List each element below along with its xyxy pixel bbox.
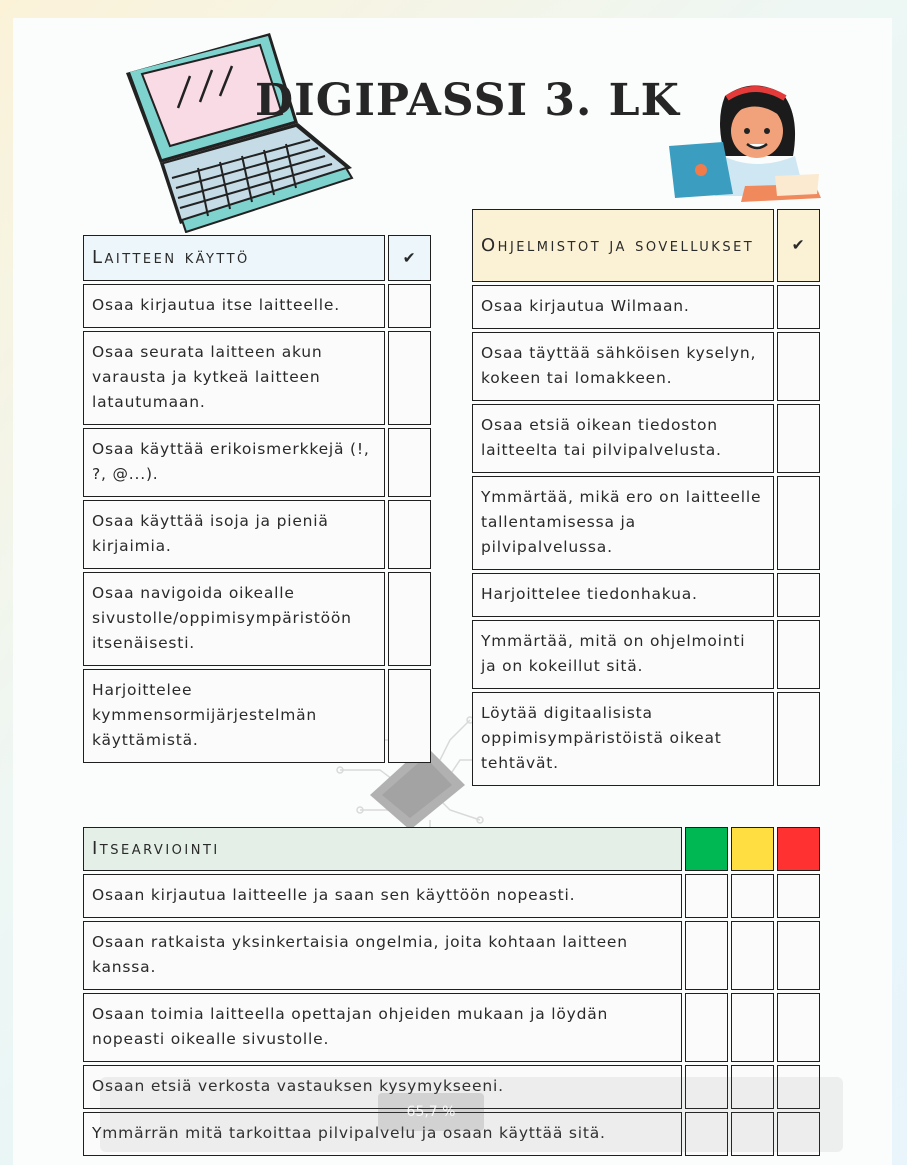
zoom-level-dropdown[interactable]: 65,7 %	[378, 1093, 484, 1131]
device-usage-table	[80, 232, 434, 766]
self-assessment-header: Itsearviointi	[83, 827, 682, 871]
table-row: Harjoittelee tiedonhakua.	[472, 573, 774, 617]
table-row: Löytää digitaalisista oppimisympäristöistä oikeat tehtävät.	[472, 692, 774, 786]
yellow-swatch	[731, 827, 774, 871]
yellow-checkbox[interactable]	[731, 993, 774, 1062]
software-table	[469, 206, 823, 789]
checkbox[interactable]	[777, 285, 820, 329]
checkbox[interactable]	[777, 476, 820, 570]
checkbox[interactable]	[777, 573, 820, 617]
check-mark-icon: ✔	[388, 235, 431, 281]
checkbox[interactable]	[388, 331, 431, 425]
laptop-illustration	[120, 28, 360, 233]
table-row: Osaa kirjautua itse laitteelle.	[83, 284, 385, 328]
green-swatch	[685, 827, 728, 871]
software-header: Ohjelmistot ja sovellukset	[472, 209, 774, 282]
checkbox[interactable]	[388, 428, 431, 497]
table-row: Osaan kirjautua laitteelle ja saan sen käyttöön nopeasti.	[83, 874, 682, 918]
table-row: Osaa täyttää sähköisen kyselyn, kokeen tai lomakkeen.	[472, 332, 774, 401]
table-row: Osaa käyttää erikoismerkkejä (!, ?, @...).	[83, 428, 385, 497]
checkbox[interactable]	[777, 692, 820, 786]
red-checkbox[interactable]	[777, 874, 820, 918]
checkbox[interactable]	[777, 404, 820, 473]
table-row: Osaa etsiä oikean tiedoston laitteelta tai pilvipalvelusta.	[472, 404, 774, 473]
table-row: Osaan etsiä verkosta vastauksen kysymykseeni.	[83, 1065, 682, 1109]
green-checkbox[interactable]	[685, 874, 728, 918]
device-usage-header: Laitteen käyttö	[83, 235, 385, 281]
table-row: Harjoittelee kymmensormijärjestelmän käyttämistä.	[83, 669, 385, 763]
red-checkbox[interactable]	[777, 921, 820, 990]
checkbox[interactable]	[388, 572, 431, 666]
checkbox[interactable]	[388, 669, 431, 763]
table-row: Osaa navigoida oikealle sivustolle/oppimisympäristöön itsenäisesti.	[83, 572, 385, 666]
green-checkbox[interactable]	[685, 921, 728, 990]
child-with-laptop-illustration	[665, 76, 825, 204]
checkbox[interactable]	[388, 284, 431, 328]
check-mark-icon: ✔	[777, 209, 820, 282]
table-row: Ymmärrän mitä tarkoittaa pilvipalvelu ja osaan käyttää sitä.	[83, 1112, 682, 1156]
red-checkbox[interactable]	[777, 993, 820, 1062]
yellow-checkbox[interactable]	[731, 921, 774, 990]
checkbox[interactable]	[388, 500, 431, 569]
green-checkbox[interactable]	[685, 993, 728, 1062]
table-row: Osaan ratkaista yksinkertaisia ongelmia, joita kohtaan laitteen kanssa.	[83, 921, 682, 990]
table-row: Osaa kirjautua Wilmaan.	[472, 285, 774, 329]
table-row: Osaa seurata laitteen akun varausta ja kytkeä laitteen latautumaan.	[83, 331, 385, 425]
table-row: Osaan toimia laitteella opettajan ohjeiden mukaan ja löydän nopeasti oikealle sivustolle.	[83, 993, 682, 1062]
page-title: DIGIPASSI 3. LK	[255, 75, 680, 126]
yellow-checkbox[interactable]	[731, 874, 774, 918]
table-row: Ymmärtää, mikä ero on laitteelle tallentamisessa ja pilvipalvelussa.	[472, 476, 774, 570]
red-swatch	[777, 827, 820, 871]
checkbox[interactable]	[777, 332, 820, 401]
table-row: Ymmärtää, mitä on ohjelmointi ja on kokeillut sitä.	[472, 620, 774, 689]
table-row: Osaa käyttää isoja ja pieniä kirjaimia.	[83, 500, 385, 569]
checkbox[interactable]	[777, 620, 820, 689]
